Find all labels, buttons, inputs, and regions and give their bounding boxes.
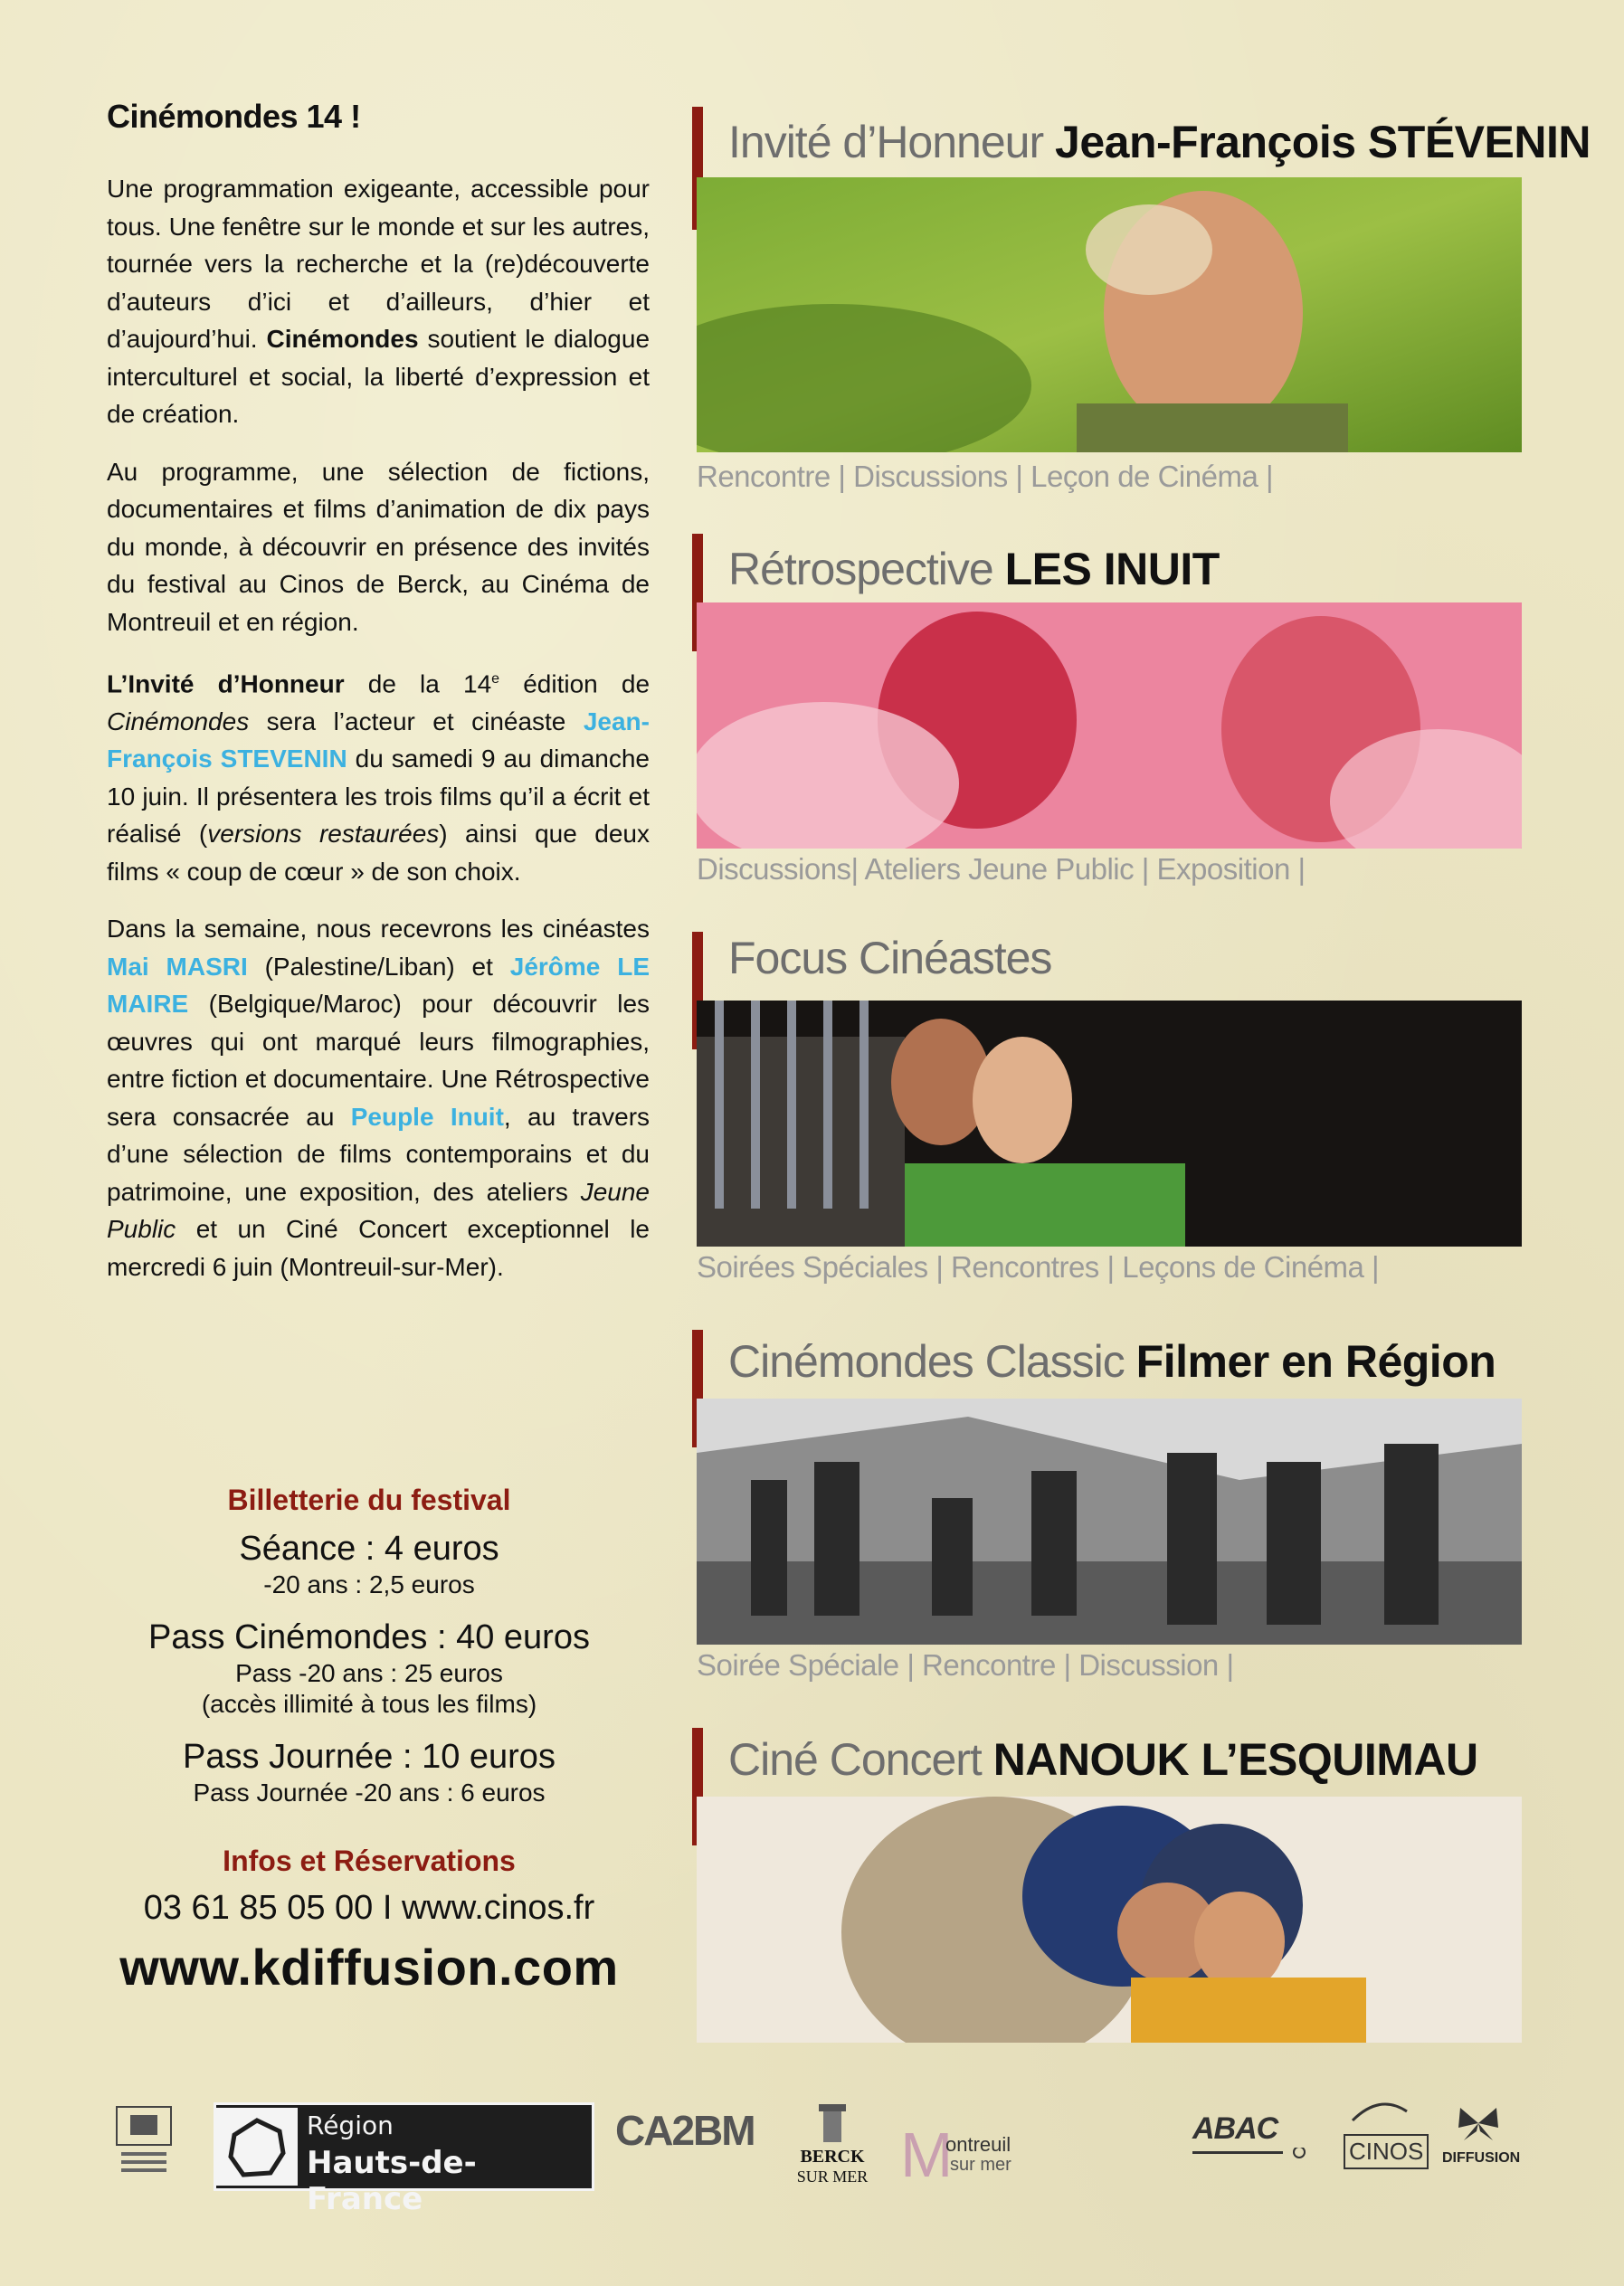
section-tags: Soirée Spéciale | Rencontre | Discussion |	[697, 1648, 1234, 1682]
partner-logos	[0, 2081, 1624, 2217]
butterfly-icon	[1451, 2101, 1505, 2146]
price-seance-reduced: -20 ans : 2,5 euros	[263, 1570, 475, 1598]
section-title: Ciné Concert NANOUK L’ESQUIMAU	[728, 1734, 1478, 1785]
price-pass-reduced: Pass -20 ans : 25 euros	[235, 1659, 503, 1687]
page-title: Cinémondes 14 !	[107, 98, 361, 135]
filmmaker-name: Mai MASRI	[107, 952, 248, 981]
ticketing-heading: Billetterie du festival	[227, 1484, 511, 1516]
program-paragraph: Au programme, une sélection de fictions, documentaires et films d’animation de dix pays du monde, à découvrir en présence des invités du festival au Cinos de Berck, au Cinéma de Montreuil et en région.	[107, 457, 650, 636]
section-title: Rétrospective LES INUIT	[728, 544, 1220, 594]
photo-film-crew-art	[697, 1399, 1522, 1645]
abac-logo: ABAC	[1192, 2111, 1310, 2175]
week-paragraph: Dans la semaine, nous recevrons les cinéastes Mai MASRI (Palestine/Liban) et Jérôme LE MAIRE (Belgique/Maroc) pour découvrir les œuvres qui ont marqué leurs filmographies, entre fiction et documentaire. Une Rétrospective sera consacrée au Peuple Inuit, au travers d’une sélection de films contemporains et du patrimoine, une exposition, des ateliers Jeune Public et un Ciné Concert exceptionnel le mercredi 6 juin (Montreuil-sur-Mer).	[107, 915, 651, 1281]
photo-inuit	[697, 602, 1522, 849]
cinos-swirl-icon	[1344, 2093, 1416, 2129]
section-retrospective	[692, 534, 1520, 905]
france-map-icon	[216, 2108, 298, 2186]
section-title: Invité d’Honneur Jean-François STÉVENIN	[728, 117, 1591, 167]
photo-film-crew	[697, 1399, 1522, 1645]
guest-name: Jean-François STEVENIN	[107, 707, 650, 773]
cinos-logo: CINOS	[1344, 2093, 1416, 2193]
intro-column	[107, 98, 650, 1305]
website-link[interactable]: www.kdiffusion.com	[119, 1939, 619, 1996]
retrospective-name: Peuple Inuit	[350, 1102, 504, 1131]
price-seance: Séance : 4 euros	[239, 1530, 499, 1568]
berck-logo: BERCK SUR MER	[787, 2102, 878, 2186]
section-title: Cinémondes Classic Filmer en Région	[728, 1336, 1496, 1387]
section-tags: Discussions| Ateliers Jeune Public | Exposition |	[697, 852, 1306, 886]
prefecture-logo-icon	[112, 2102, 176, 2184]
section-tags: Soirées Spéciales | Rencontres | Leçons de Cinéma |	[697, 1250, 1380, 1284]
section-title: Focus Cinéastes	[728, 933, 1052, 983]
prefecture-logo	[112, 2102, 176, 2184]
info-heading: Infos et Réservations	[223, 1845, 516, 1877]
section-classic	[692, 1330, 1520, 1701]
contact-line[interactable]: 03 61 85 05 00 I www.cinos.fr	[143, 1889, 595, 1927]
photo-inuit-art	[697, 602, 1522, 849]
kdiffusion-logo: DIFFUSION	[1442, 2101, 1515, 2184]
guest-paragraph: L’Invité d’Honneur de la 14e édition de Cinémondes sera l’acteur et cinéaste Jean-François STEVENIN du samedi 9 au dimanche 10 juin. Il présentera les trois films qu’il a écrit et réalisé (versions restaurées) ainsi que deux films « coup de cœur » de son choix.	[107, 669, 651, 886]
intro-paragraph: Une programmation exigeante, accessible pour tous. Une fenêtre sur le monde et sur les autres, tournée vers la recherche et la (re)découverte d’auteurs d’ici et d’ailleurs, d’hier et d’aujourd’hui. Cinémondes soutient le dialogue interculturel et social, la liberté d’expression et de création.	[107, 175, 651, 428]
ticketing-block	[107, 1484, 632, 1997]
section-guest-of-honour	[692, 107, 1591, 496]
ca2bm-logo: CA2BM	[615, 2107, 755, 2154]
photo-nanook-art	[697, 1797, 1522, 2043]
region-label: Région	[307, 2111, 394, 2140]
section-tags: Rencontre | Discussions | Leçon de Cinéma |	[697, 460, 1274, 493]
pass-note: (accès illimité à tous les films)	[201, 1690, 537, 1718]
abac-underline	[1192, 2148, 1310, 2158]
photo-focus-art	[697, 1001, 1522, 1247]
section-cine-concert	[692, 1728, 1520, 2044]
region-name: Hauts-de-France	[307, 2145, 477, 2217]
section-focus	[692, 932, 1520, 1303]
filmmaker-name: Jérôme LE MAIRE	[107, 952, 650, 1019]
photo-focus	[697, 1001, 1522, 1247]
price-pass: Pass Cinémondes : 40 euros	[148, 1618, 590, 1656]
photo-stevenin	[697, 177, 1522, 452]
price-day-pass: Pass Journée : 10 euros	[183, 1738, 556, 1776]
lighthouse-icon	[810, 2102, 855, 2142]
montreuil-initial: M	[900, 2120, 954, 2190]
price-day-pass-reduced: Pass Journée -20 ans : 6 euros	[193, 1779, 546, 1807]
photo-nanook	[697, 1797, 1522, 2043]
photo-stevenin-art	[697, 177, 1522, 452]
region-logo	[214, 2102, 594, 2217]
montreuil-logo: M ontreuil sur mer	[900, 2120, 1011, 2190]
